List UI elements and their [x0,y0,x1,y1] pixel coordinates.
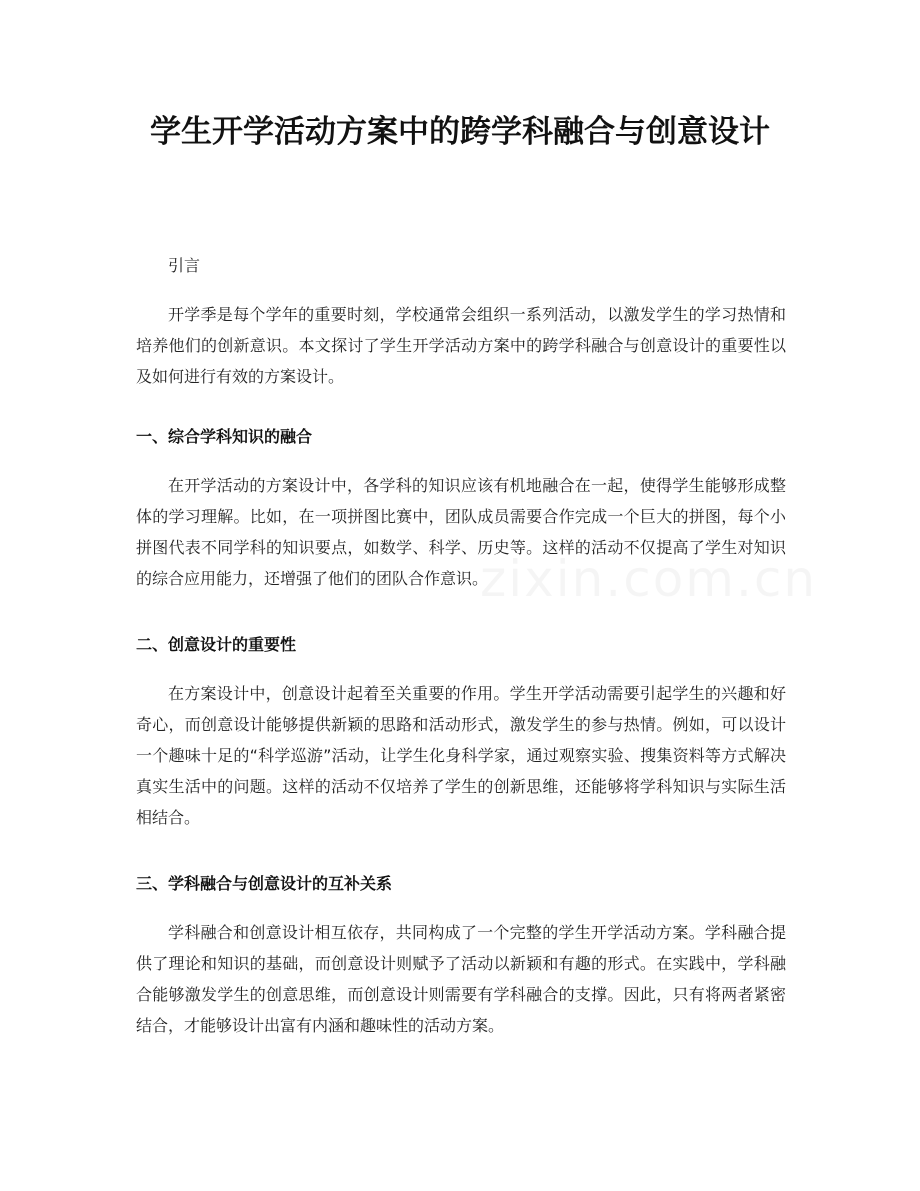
watermark [480,550,730,608]
section-1-paragraph: 在开学活动的方案设计中，各学科的知识应该有机地融合在一起，使得学生能够形成整体的学习理解。比如，在一项拼图比赛中，团队成员需要合作完成一个巨大的拼图，每个小拼图代表不同学科的知识要点，如数学、科学、历史等。这样的活动不仅提高了学生对知识的综合应用能力，还增强了他们的团队合作意识。 [136,476,786,588]
intro-paragraph: 开学季是每个学年的重要时刻，学校通常会组织一系列活动，以激发学生的学习热情和培养他们的创新意识。本文探讨了学生开学活动方案中的跨学科融合与创意设计的重要性以及如何进行有效的方案设计。 [136,305,786,386]
section-2-paragraph: 在方案设计中，创意设计起着至关重要的作用。学生开学活动需要引起学生的兴趣和好奇心，而创意设计能够提供新颖的思路和活动形式，激发学生的参与热情。例如，可以设计一个趣味十足的“科学巡游”活动，让学生化身科学家，通过观察实验、搜集资料等方式解决真实生活中的问题。这样的活动不仅培养了学生的创新思维，还能够将学科知识与实际生活相结合。 [136,684,786,827]
section-2-heading: 二、创意设计的重要性 [136,635,297,654]
intro-label: 引言 [168,256,201,275]
section-3-heading: 三、学科融合与创意设计的互补关系 [136,874,393,893]
section-3-paragraph: 学科融合和创意设计相互依存，共同构成了一个完整的学生开学活动方案。学科融合提供了理论和知识的基础，而创意设计则赋予了活动以新颖和有趣的形式。在实践中，学科融合能够激发学生的创意思维，而创意设计则需要有学科融合的支撑。因此，只有将两者紧密结合，才能够设计出富有内涵和趣味性的活动方案。 [136,923,786,1035]
section-1-heading: 一、综合学科知识的融合 [136,427,313,446]
document-title: 学生开学活动方案中的跨学科融合与创意设计 [150,114,770,150]
